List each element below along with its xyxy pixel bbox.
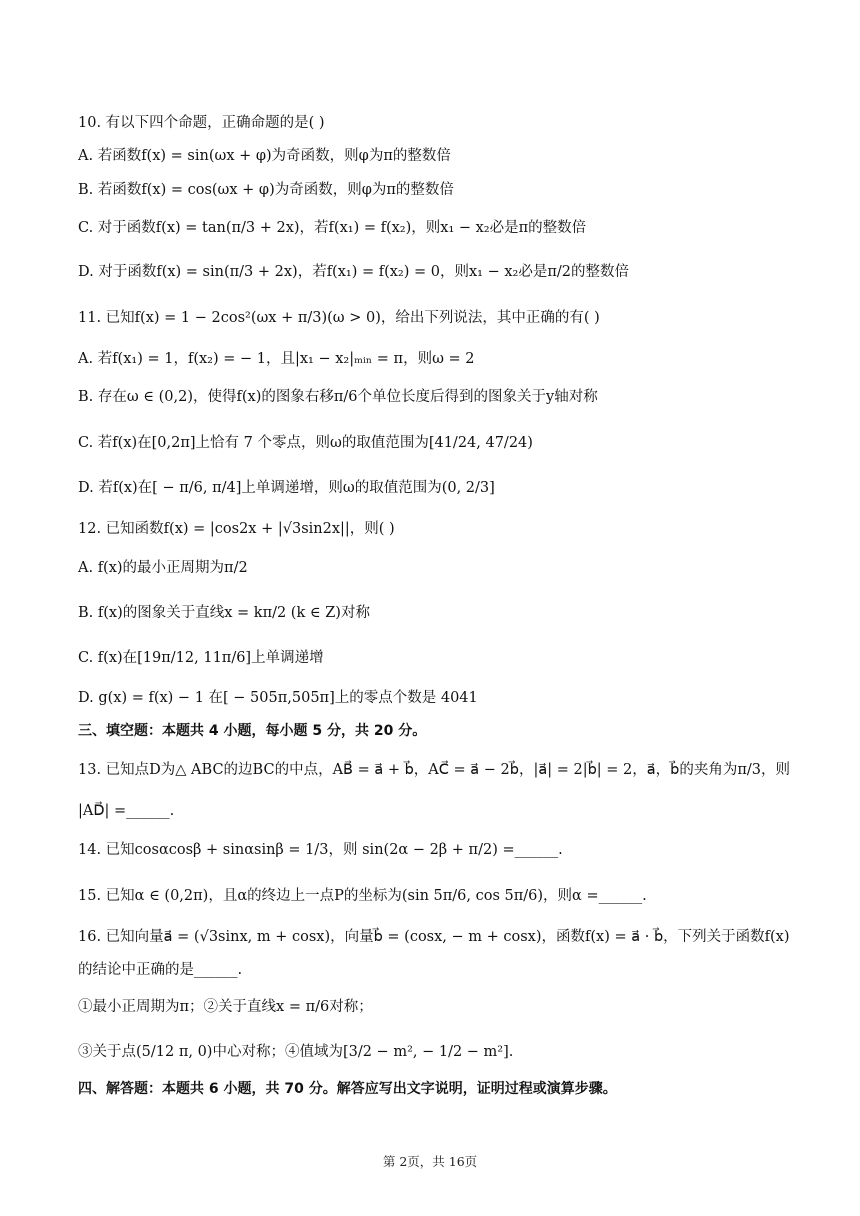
question-10-option-b: B. 若函数f(x) = cos(ωx + φ)为奇函数，则φ为π的整数倍: [78, 182, 454, 198]
question-11-stem: 11. 已知f(x) = 1 − 2cos²(ωx + π/3)(ω > 0)，给出下列说法，其中正确的有( ): [78, 310, 600, 326]
question-13-stem: 13. 已知点D为△ ABC的边BC的中点，AB⃗ = a⃗ + b⃗，AC⃗ = a⃗ − 2b⃗，|a⃗| = 2|b⃗| = 2，a⃗，b⃗的夹角为π/3，则: [78, 762, 790, 778]
section-answer-heading: 四、解答题：本题共 6 小题，共 70 分。解答应写出文字说明，证明过程或演算步骤。: [78, 1081, 617, 1097]
question-16-claims-1: ①最小正周期为π；②关于直线x = π/6对称；: [78, 999, 373, 1015]
question-11-option-a: A. 若f(x₁) = 1，f(x₂) = − 1，且|x₁ − x₂|ₘᵢₙ = π，则ω = 2: [78, 351, 475, 367]
question-10-option-d: D. 对于函数f(x) = sin(π/3 + 2x)，若f(x₁) = f(x₂) = 0，则x₁ − x₂必是π/2的整数倍: [78, 264, 629, 280]
question-11-option-b: B. 存在ω ∈ (0,2)，使得f(x)的图象右移π/6个单位长度后得到的图象关于y轴对称: [78, 389, 598, 405]
question-10-stem: 10. 有以下四个命题，正确命题的是( ): [78, 115, 325, 131]
question-12-option-b: B. f(x)的图象关于直线x = kπ/2 (k ∈ Z)对称: [78, 605, 370, 621]
section-fill-in-heading: 三、填空题：本题共 4 小题，每小题 5 分，共 20 分。: [78, 723, 427, 739]
page-footer: 第 2页，共 16页: [382, 1154, 478, 1169]
question-10-option-a: A. 若函数f(x) = sin(ωx + φ)为奇函数，则φ为π的整数倍: [78, 148, 451, 164]
question-16-claims-2: ③关于点(5/12 π, 0)中心对称；④值域为[3/2 − m², − 1/2 − m²].: [78, 1044, 514, 1060]
question-11-option-c: C. 若f(x)在[0,2π]上恰有 7 个零点，则ω的取值范围为[41/24, 47/24): [78, 435, 533, 451]
question-16-stem: 16. 已知向量a⃗ = (√3sinx, m + cosx)，向量b⃗ = (cosx, − m + cosx)，函数f(x) = a⃗ · b⃗，下列关于函数f(x): [78, 929, 790, 945]
question-15-stem: 15. 已知α ∈ (0,2π)，且α的终边上一点P的坐标为(sin 5π/6, cos 5π/6)，则α =______.: [78, 888, 647, 904]
question-13-blank: |AD⃗| =______.: [78, 803, 175, 819]
question-12-option-c: C. f(x)在[19π/12, 11π/6]上单调递增: [78, 650, 324, 666]
question-12-option-a: A. f(x)的最小正周期为π/2: [78, 560, 248, 576]
question-12-option-d: D. g(x) = f(x) − 1 在[ − 505π,505π]上的零点个数是 4041: [78, 690, 478, 706]
question-11-option-d: D. 若f(x)在[ − π/6, π/4]上单调递增，则ω的取值范围为(0, 2/3]: [78, 480, 495, 496]
question-12-stem: 12. 已知函数f(x) = |cos2x + |√3sin2x||，则( ): [78, 521, 395, 537]
question-10-option-c: C. 对于函数f(x) = tan(π/3 + 2x)，若f(x₁) = f(x₂)，则x₁ − x₂必是π的整数倍: [78, 220, 587, 236]
question-16-stem-cont: 的结论中正确的是______.: [78, 962, 243, 978]
question-14-stem: 14. 已知cosαcosβ + sinαsinβ = 1/3，则 sin(2α − 2β + π/2) =______.: [78, 842, 563, 858]
